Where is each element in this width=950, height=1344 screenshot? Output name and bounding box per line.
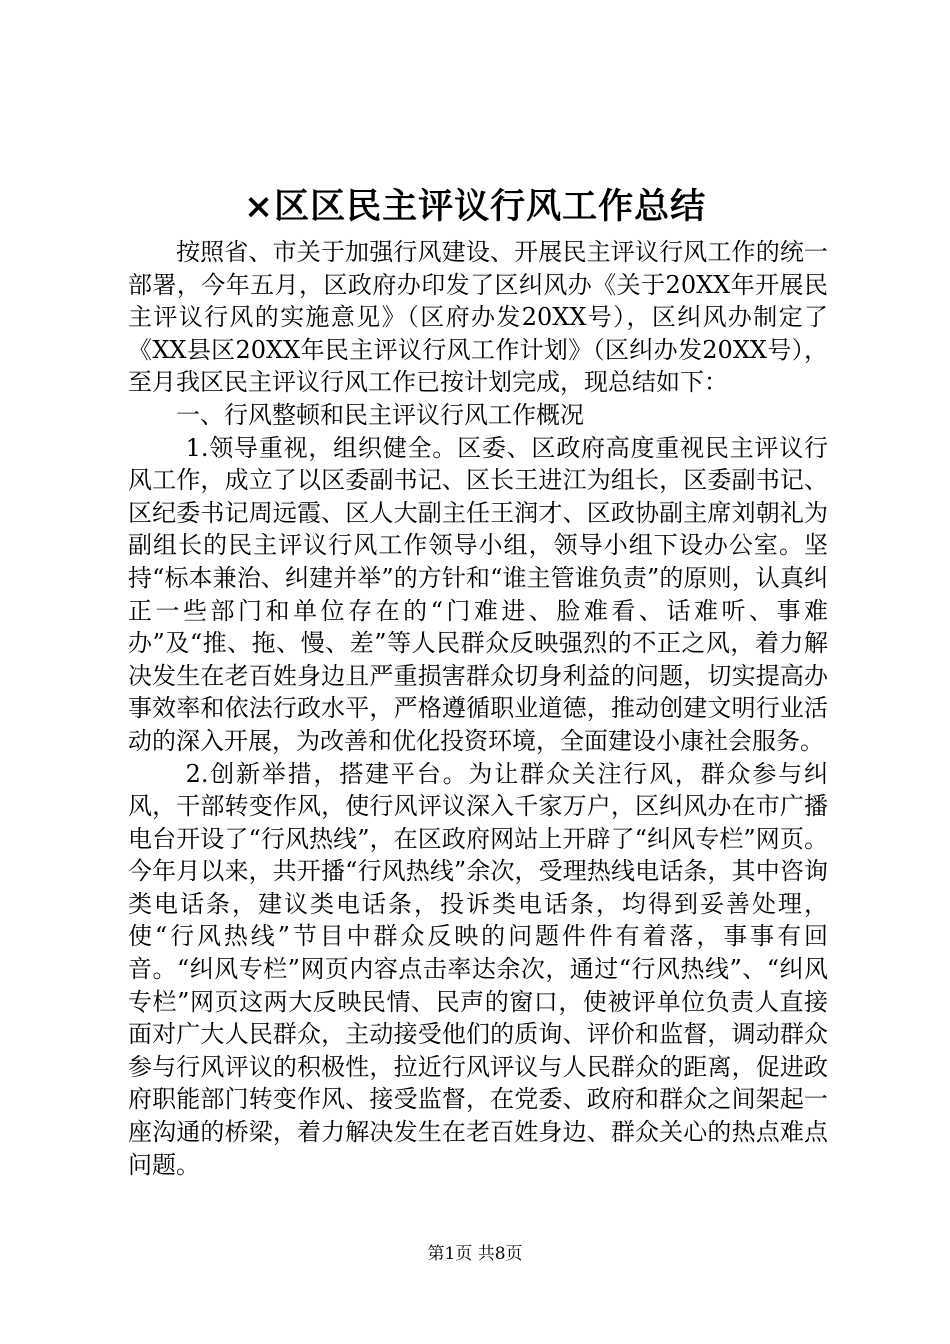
paragraph-intro: 按照省、市关于加强行风建设、开展民主评议行风工作的统一部署，今年五月，区政府办印发了区纠风办《关于20XX年开展民主评议行风的实施意见》（区府办发20XX号），区纠风办制定了《XX县区20XX年民主评议行风工作计划》（区纠办发20XX号），至月我区民主评议行风工作已按计划完成，现总结如下： bbox=[128, 238, 828, 397]
paragraph-point-1: 1.领导重视，组织健全。区委、区政府高度重视民主评议行风工作，成立了以区委副书记、区长王进江为组长，区委副书记、区纪委书记周远霞、区人大副主任王润才、区政协副主席刘朝礼为副组长的民主评议行风工作领导小组，领导小组下设办公室。坚持“标本兼治、纠建并举”的方针和“谁主管谁负责”的原则，认真纠正一些部门和单位存在的“门难进、脸难看、话难听、事难办”及“推、拖、慢、差”等人民群众反映强烈的不正之风，着力解决发生在老百姓身边且严重损害群众切身利益的问题，切实提高办事效率和依法行政水平，严格遵循职业道德，推动创建文明行业活动的深入开展，为改善和优化投资环境，全面建设小康社会服务。 bbox=[128, 433, 828, 755]
page-footer: 第1页 共8页 bbox=[427, 1244, 523, 1264]
document-body bbox=[128, 236, 828, 1181]
paragraph-point-2: 2.创新举措，搭建平台。为让群众关注行风，群众参与纠风，干部转变作风，使行风评议深入千家万户，区纠风办在市广播电台开设了“行风热线”，在区政府网站上开辟了“纠风专栏”网页。今年月以来，共开播“行风热线”余次，受理热线电话条，其中咨询类电话条，建议类电话条，投诉类电话条，均得到妥善处理，使“行风热线”节目中群众反映的问题件件有着落，事事有回音。“纠风专栏”网页内容点击率达余次，通过“行风热线”、“纠风专栏”网页这两大反映民情、民声的窗口，使被评单位负责人直接面对广大人民群众，主动接受他们的质询、评价和监督，调动群众参与行风评议的积极性，拉近行风评议与人民群众的距离，促进政府职能部门转变作风、接受监督，在党委、政府和群众之间架起一座沟通的桥梁，着力解决发生在老百姓身边、群众关心的热点难点问题。 bbox=[128, 759, 828, 1179]
section-heading: 一、行风整顿和民主评议行风工作概况 bbox=[176, 400, 584, 429]
document-title: ×区区民主评议行风工作总结 bbox=[243, 186, 707, 227]
